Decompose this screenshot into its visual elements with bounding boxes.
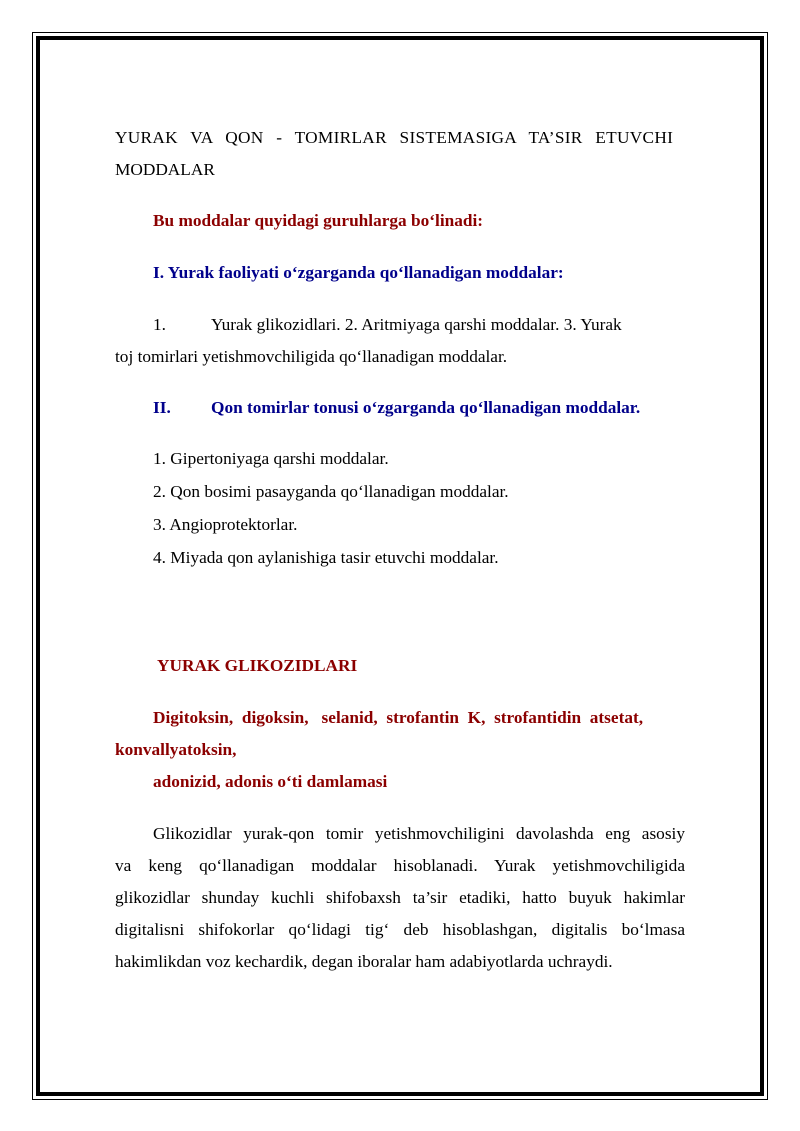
list-item: 2. Qon bosimi pasayganda qo‘llanadigan moddalar. [153, 482, 509, 501]
body-paragraph [115, 818, 685, 978]
list-item: 4. Miyada qon aylanishiga tasir etuvchi moddalar. [153, 548, 499, 567]
section-1-item-text-line-1: Yurak glikozidlari. 2. Aritmiyaga qarshi moddalar. 3. Yurak [211, 315, 622, 334]
body-line-2: va keng qo‘llanadigan moddalar hisoblanadi. Yurak yetishmovchiligida [115, 856, 685, 875]
body-line-4: digitalisni shifokorlar qo‘lidagi tig‘ deb hisoblashgan, digitalis bo‘lmasa [115, 920, 685, 939]
section-1-heading: I. Yurak faoliyati o‘zgarganda qo‘llanadigan moddalar: [153, 263, 564, 282]
list-item: 1. Gipertoniyaga qarshi moddalar. [153, 449, 389, 468]
body-line-1: Glikozidlar yurak-qon tomir yetishmovchiligini davolashda eng asosiy [153, 824, 685, 843]
groups-intro: Bu moddalar quyidagi guruhlarga bo‘linadi: [153, 211, 484, 230]
section-2-heading-number: II. [153, 398, 171, 417]
document-title-line-1: YURAK VA QON - TOMIRLAR SISTEMASIGA TA’SIR ETUVCHI [115, 128, 674, 147]
section-1-item-number: 1. [153, 315, 166, 334]
list-item: 3. Angioprotektorlar. [153, 515, 298, 534]
section-2-heading [115, 392, 685, 424]
section-1-item [115, 309, 685, 341]
glycosides-heading: YURAK GLIKOZIDLARI [157, 656, 358, 675]
section-2-heading-text: Qon tomirlar tonusi o‘zgarganda qo‘llanadigan moddalar. [211, 398, 641, 417]
drugs-line-1: Digitoksin, digoksin, selanid, strofantin K, strofantidin atsetat, [153, 708, 644, 727]
section-1-item-text-line-2: toj tomirlari yetishmovchiligida qo‘llanadigan moddalar. [115, 347, 508, 366]
document-content [115, 118, 685, 978]
drugs-line-3: adonizid, adonis o‘ti damlamasi [153, 772, 388, 791]
body-line-5: hakimlikdan voz kechardik, degan iboralar ham adabiyotlarda uchraydi. [115, 952, 613, 971]
section-2-list [115, 442, 685, 574]
drugs-line-2: konvallyatoksin, [115, 740, 237, 759]
body-line-3: glikozidlar shunday kuchli shifobaxsh ta’sir etadiki, hatto buyuk hakimlar [115, 888, 685, 907]
document-title-line-2: MODDALAR [115, 160, 215, 179]
